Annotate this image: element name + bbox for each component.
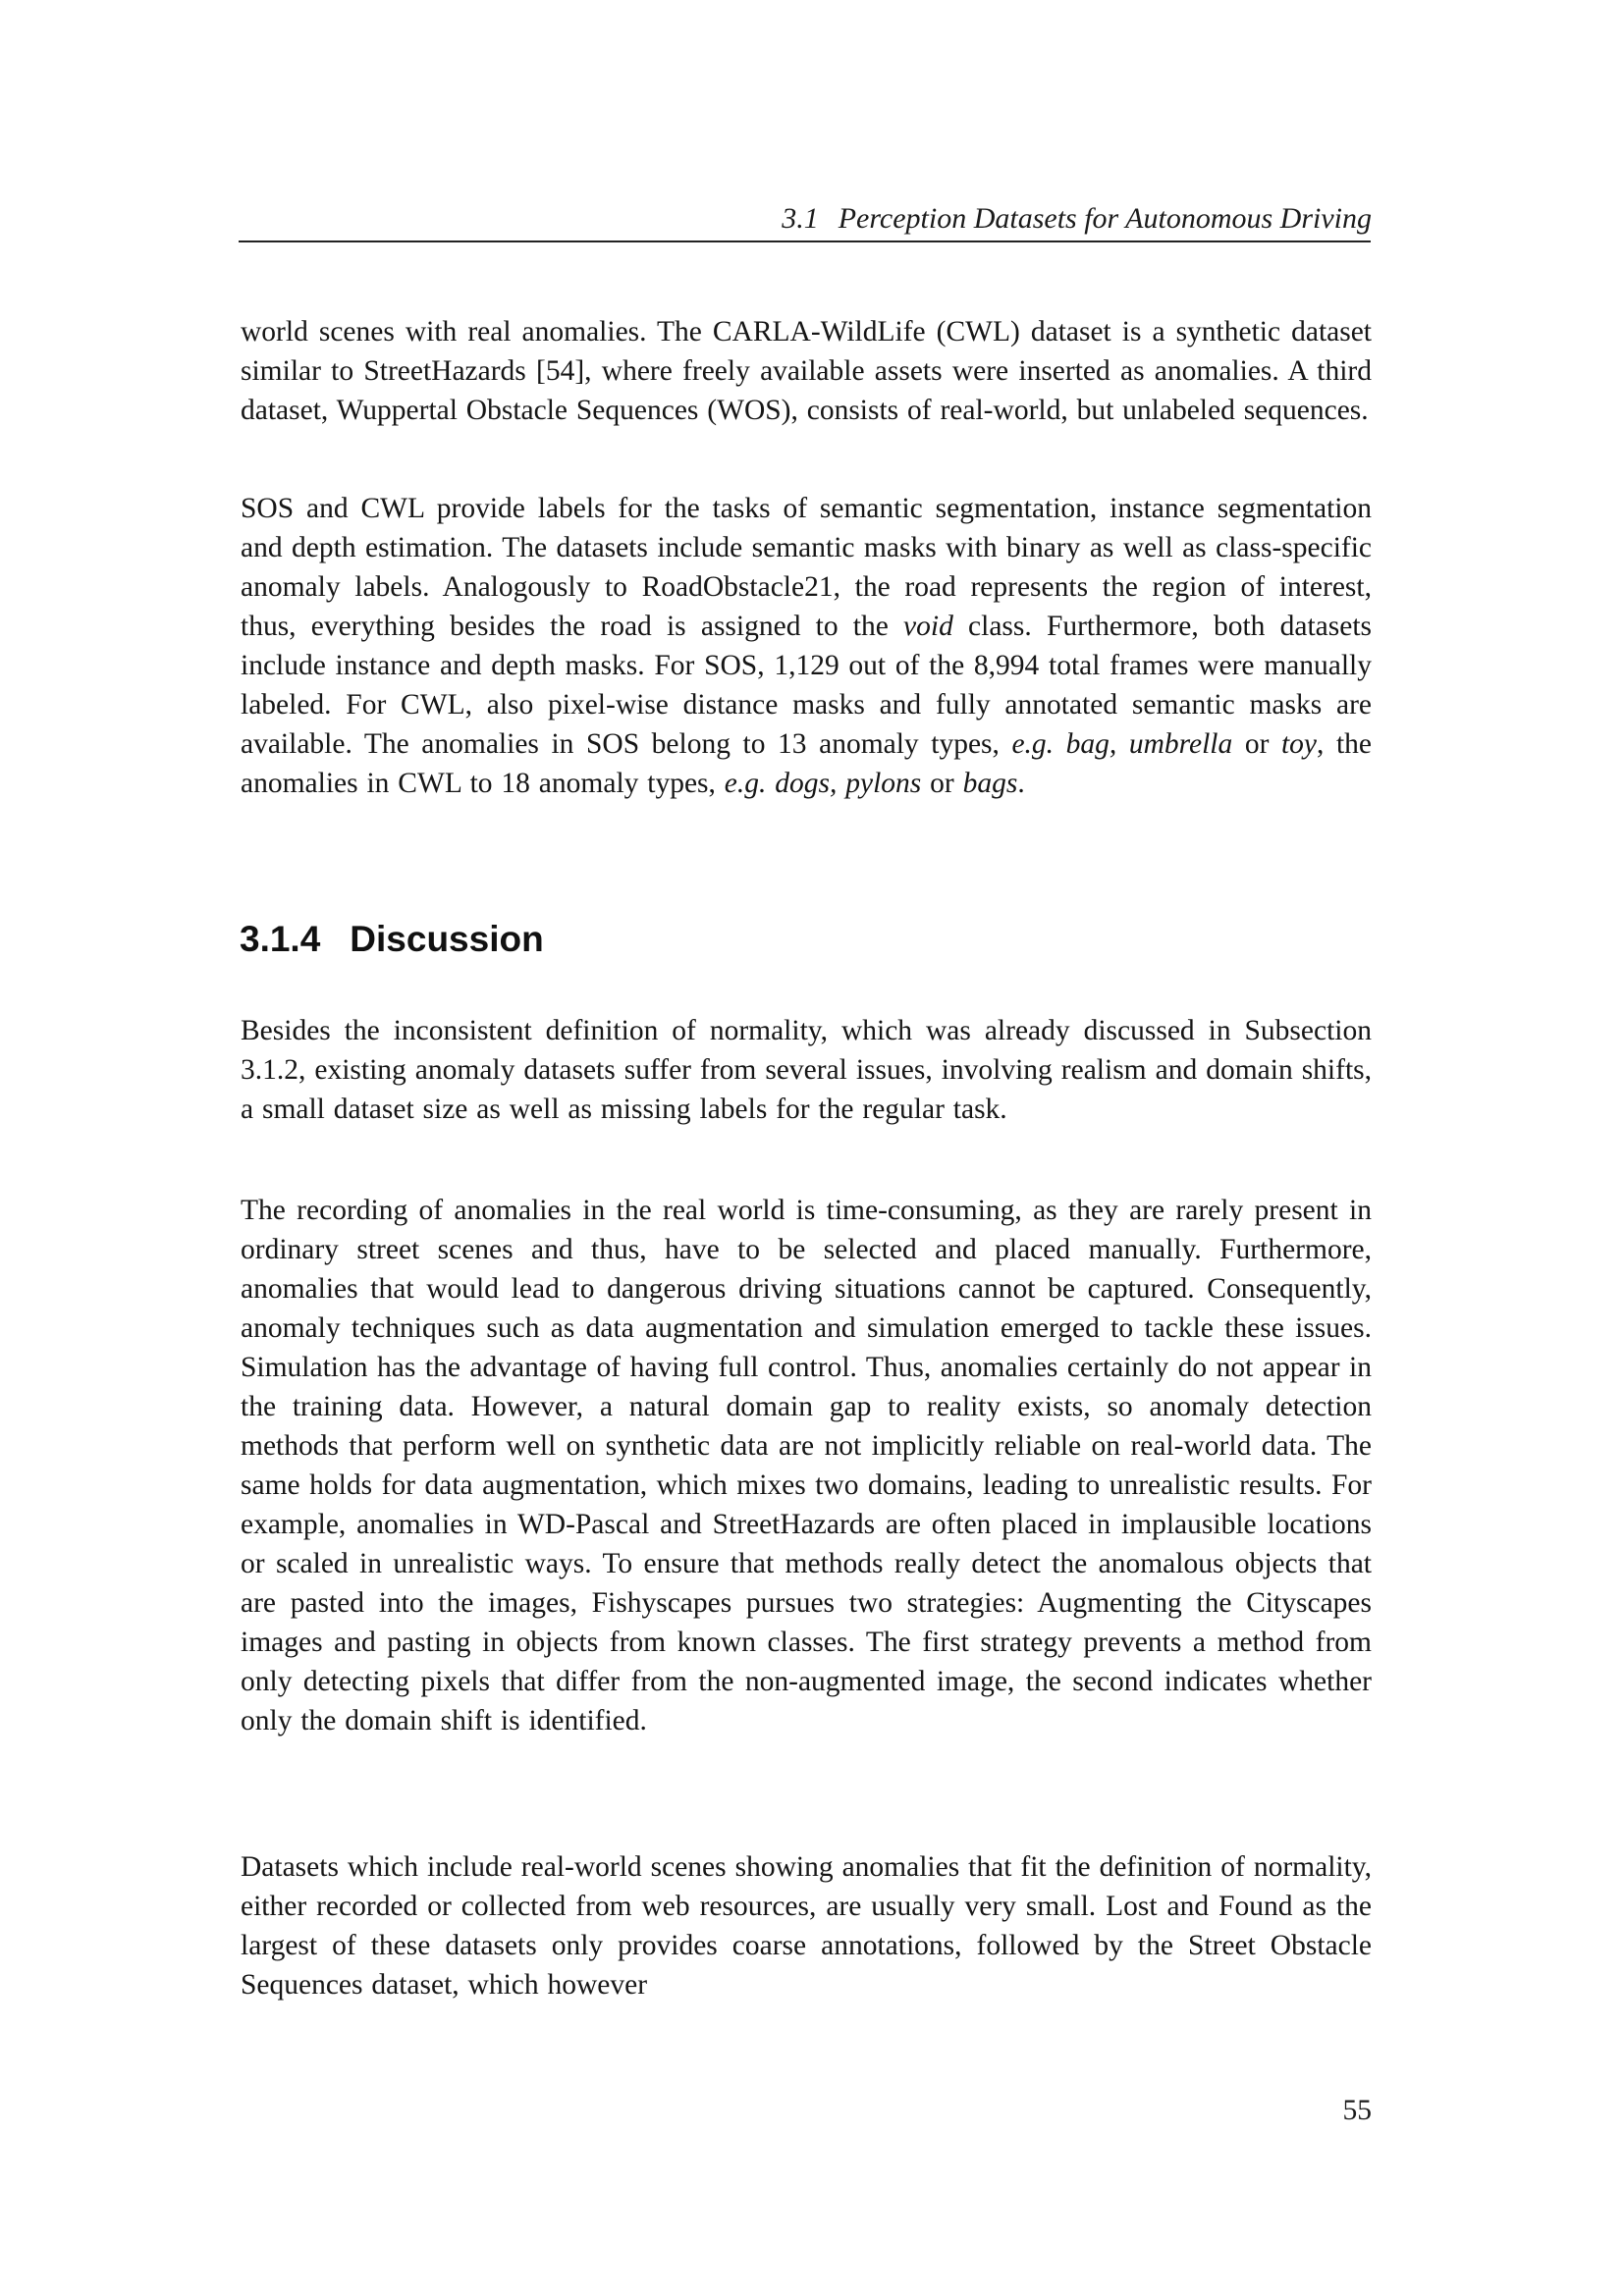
paragraph-carla-wildlife: world scenes with real anomalies. The CARLA-WildLife (CWL) dataset is a synthetic dataset similar to StreetHazards [54], where freely available assets were inserted as anomalies. A third dataset, Wuppertal Obstacle Sequences (WOS), consists of real-world, but unlabeled sequences. bbox=[241, 316, 1372, 426]
paragraph-recording-simulation: The recording of anomalies in the real world is time-consuming, as they are rarely present in ordinary street scenes and thus, have to be selected and placed manually. Furthermore, anomalies that would lead to dangerous driving situations cannot be captured. Consequently, anomaly techniques such as data augmentation and simulation emerged to tackle these issues. Simulation has the advantage of having full control. Thus, anomalies certainly do not appear in the training data. However, a natural domain gap to reality exists, so anomaly detection methods that perform well on synthetic data are not implicitly reliable on real-world data. The same holds for data augmentation, which mixes two domains, leading to unrealistic results. For example, anomalies in WD-Pascal and StreetHazards are often placed in implausible locations or scaled in unrealistic ways. To ensure that methods really detect the anomalous objects that are pasted into the images, Fishyscapes pursues two strategies: Augmenting the Cityscapes images and pasting in objects from known classes. The first strategy prevents a method from only detecting pixels that differ from the non-augmented image, the second indicates whether only the domain shift is identified. bbox=[241, 1195, 1372, 1736]
header-rule bbox=[239, 240, 1371, 242]
section-heading-discussion bbox=[240, 919, 544, 960]
section-heading-title: Discussion bbox=[350, 919, 544, 959]
paragraph-sos-cwl-labels: SOS and CWL provide labels for the tasks of semantic segmentation, instance segmentation and depth estimation. The datasets include semantic masks with binary as well as class-specific anomaly labels. Analogously to RoadObstacle21, the road represents the region of interest, thus, everything besides the road is assigned to the void class. Furthermore, both datasets include instance and depth masks. For SOS, 1,129 out of the 8,994 total frames were manually labeled. For CWL, also pixel-wise distance masks and fully annotated semantic masks are available. The anomalies in SOS belong to 13 anomaly types, e.g. bag, umbrella or toy, the anomalies in CWL to 18 anomaly types, e.g. dogs, pylons or bags. bbox=[241, 493, 1372, 799]
paragraph-real-world-datasets: Datasets which include real-world scenes showing anomalies that fit the definition of normality, either recorded or collected from web resources, are usually very small. Lost and Found as the largest of these datasets only provides coarse annotations, followed by the Street Obstacle Sequences dataset, which however bbox=[241, 1851, 1372, 2001]
running-header-section-number: 3.1 bbox=[782, 202, 819, 235]
section-heading-number: 3.1.4 bbox=[240, 919, 321, 959]
running-header-title: Perception Datasets for Autonomous Driving bbox=[838, 202, 1372, 235]
page-number: 55 bbox=[1342, 2095, 1372, 2126]
running-header bbox=[241, 201, 1372, 237]
paragraph-dataset-issues: Besides the inconsistent definition of normality, which was already discussed in Subsection 3.1.2, existing anomaly datasets suffer from several issues, involving realism and domain shifts, a small dataset size as well as missing labels for the regular task. bbox=[241, 1015, 1372, 1125]
